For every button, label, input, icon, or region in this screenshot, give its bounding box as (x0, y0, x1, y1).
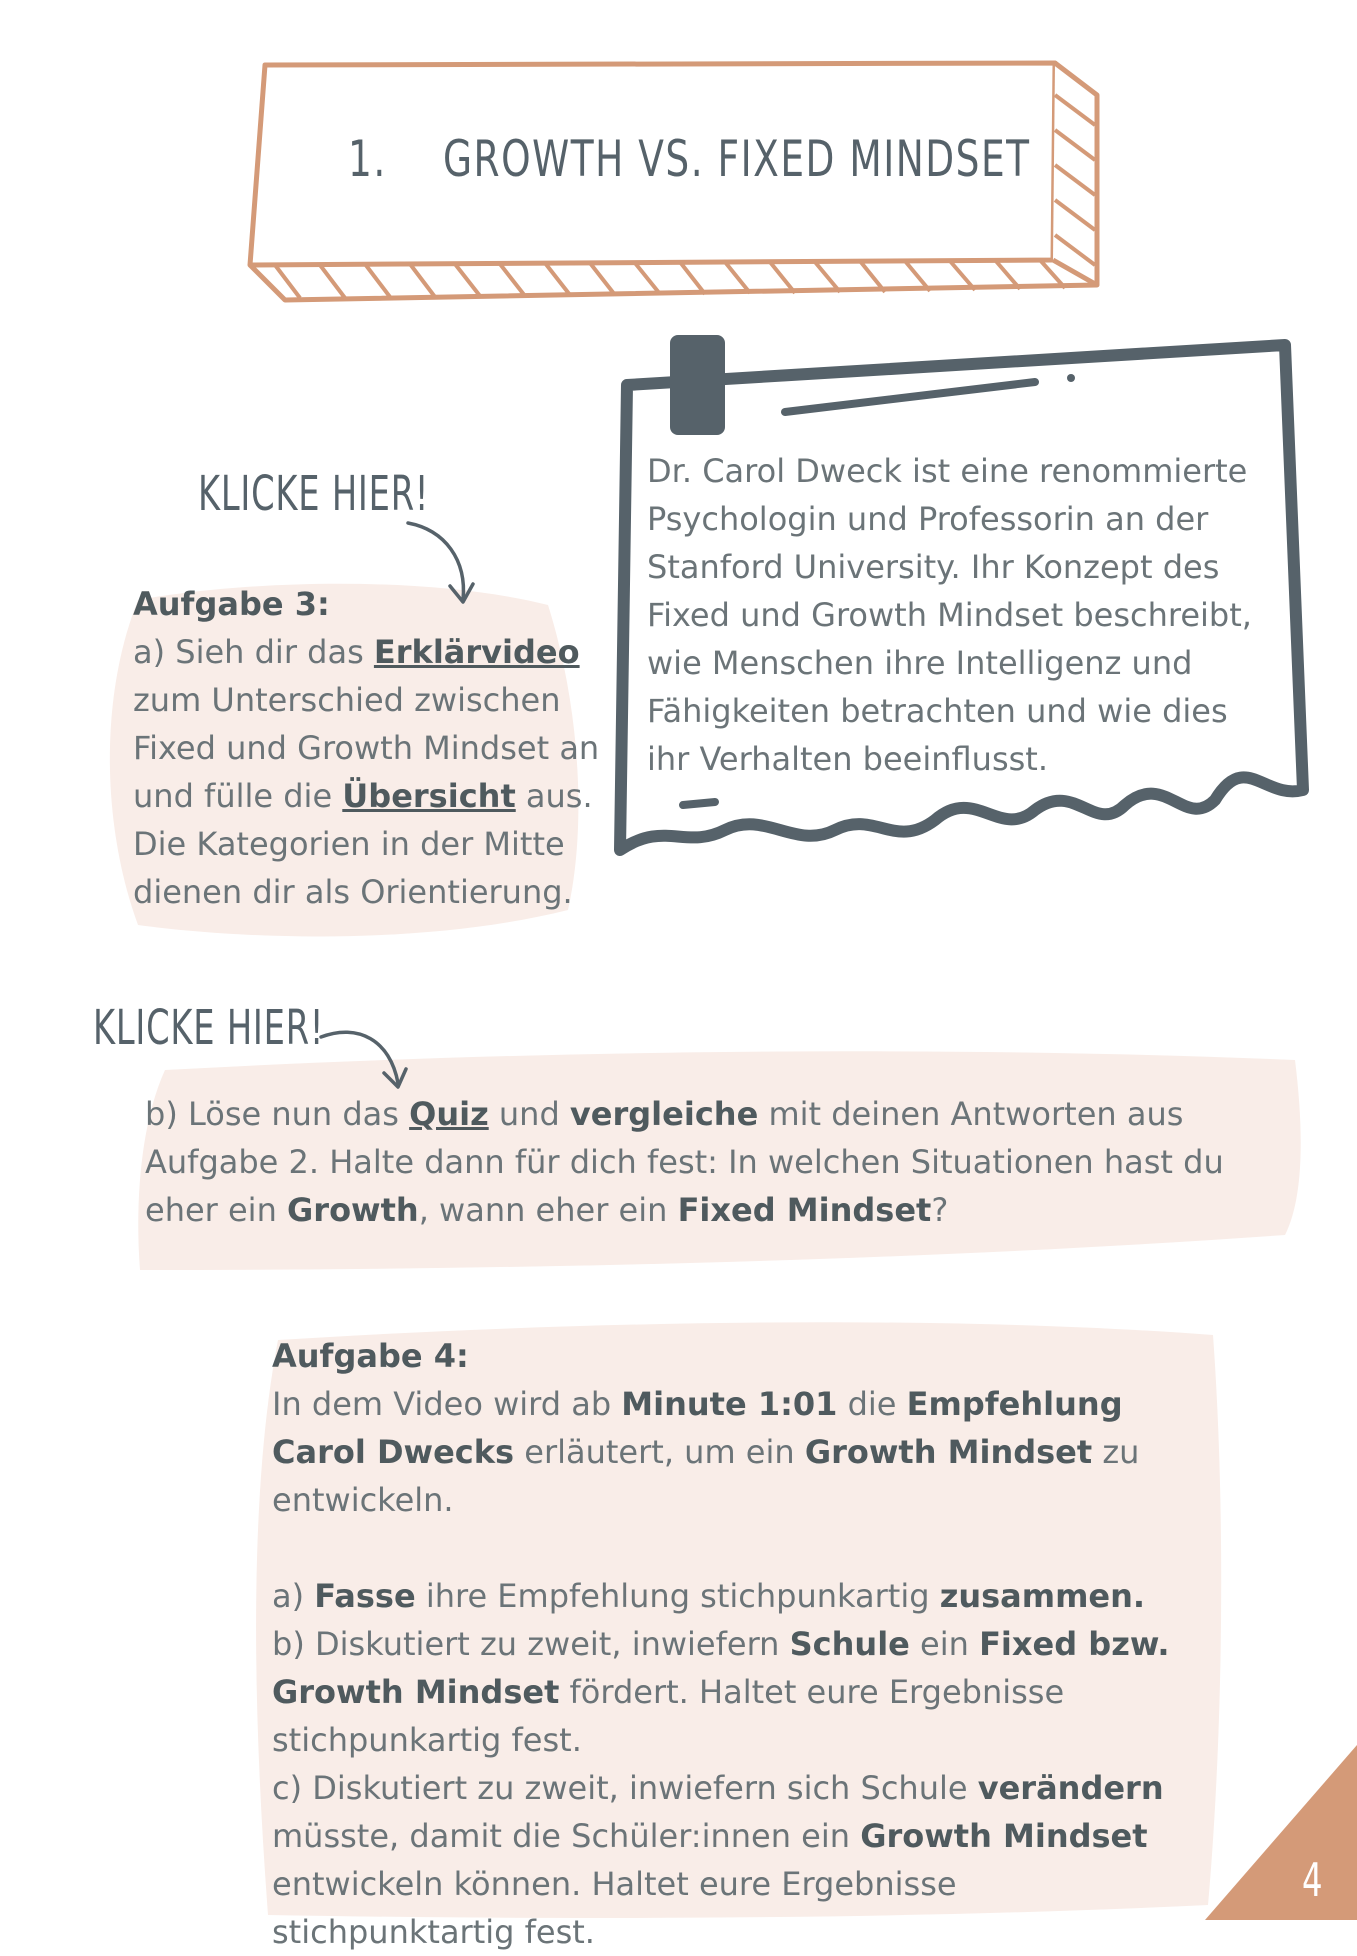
task4-bold: Minute 1:01 (621, 1385, 838, 1423)
click-here-label-1: KLICKE HIER! (198, 466, 430, 522)
page-title: GROWTH VS. FIXED MINDSET (443, 130, 1031, 188)
task3b-bold: vergleiche (569, 1095, 759, 1133)
task4-bold: Fasse (314, 1577, 416, 1615)
task4-text-part: c) Diskutiert zu zweit, inwiefern sich Schule (272, 1769, 978, 1807)
task3b-text-part: b) Löse nun das (145, 1095, 410, 1133)
task4-bold: Growth Mindset (804, 1433, 1093, 1471)
page-corner (1205, 1745, 1357, 1920)
task4-heading: Aufgabe 4: (272, 1337, 469, 1375)
task4-bold: Growth Mindset (860, 1817, 1148, 1855)
task3-content (133, 580, 603, 916)
task3-text-part: zum Unterschied zwischen Fixed und Growth Mindset an und fülle die (133, 681, 600, 815)
task3b-bold: Growth (287, 1191, 419, 1229)
task3b-bold: Fixed Mindset (677, 1191, 932, 1229)
info-note-text: Dr. Carol Dweck ist eine renommierte Psychologin und Professorin an der Stanford University. Ihr Konzept des Fixed und Growth Mindset beschreibt, wie Menschen ihre Intelligenz und Fähigkeiten betrachten und wie dies ihr Verhalten beeinflusst. (647, 452, 1252, 778)
task3b-text-part: und (488, 1095, 570, 1133)
click-here-arrow-2 (318, 1025, 408, 1095)
task4-text-part: müsste, damit die Schüler:innen ein (272, 1817, 861, 1855)
click-here-label-2: KLICKE HIER! (93, 1000, 325, 1056)
task3-heading: Aufgabe 3: (133, 585, 330, 623)
task4-text-part: a) (272, 1577, 315, 1615)
task3-text (133, 628, 603, 916)
page-number: 4 (1302, 1853, 1324, 1907)
task4-text-part: zu entwickeln. (272, 1433, 1140, 1519)
task4-text-part: b) Diskutiert zu zweit, inwiefern (272, 1625, 790, 1663)
uebersicht-link[interactable]: Übersicht (342, 777, 516, 815)
task4-bold: zusammen. (939, 1577, 1146, 1615)
task3-text-part: aus. Die Kategorien in der Mitte dienen dir als Orientierung. (133, 777, 593, 911)
task4-text-part: ein (909, 1625, 980, 1663)
task4-text-part: erläutert, um ein (514, 1433, 805, 1471)
spacer (272, 1524, 1202, 1572)
task4-text-part: In dem Video wird ab (272, 1385, 622, 1423)
task4-intro (272, 1380, 1202, 1524)
task4-text-part: die (837, 1385, 907, 1423)
task4-bold: verändern (977, 1769, 1164, 1807)
task4-bold: Schule (789, 1625, 910, 1663)
task4-bold: Empfehlung Carol Dwecks (272, 1385, 1123, 1471)
quiz-link[interactable]: Quiz (409, 1095, 489, 1133)
task3b-text-part: ? (931, 1191, 949, 1229)
task4-item-c (272, 1764, 1202, 1956)
task4-text-part: ihre Empfehlung stichpunkartig (415, 1577, 940, 1615)
erklaervideo-link[interactable]: Erklärvideo (373, 633, 580, 671)
task3b-text (145, 1090, 1295, 1234)
task3b-text-part: mit deinen Antworten aus Aufgabe 2. Halte dann für dich fest: In welchen Situationen hast du eher ein (145, 1095, 1224, 1229)
section-number: 1. (348, 130, 387, 188)
task4-text-part: fördert. Haltet eure Ergebnisse stichpunkartig fest. (272, 1673, 1065, 1759)
task4-text-part: entwickeln können. Haltet eure Ergebnisse stichpunktartig fest. (272, 1865, 957, 1951)
task4-bold: Fixed bzw. Growth Mindset (272, 1625, 1170, 1711)
task3b-text-part: , wann eher ein (418, 1191, 678, 1229)
task4-item-a (272, 1572, 1202, 1620)
task4-content (272, 1332, 1202, 1956)
task3-text-part: a) Sieh dir das (133, 633, 374, 671)
task4-item-b (272, 1620, 1202, 1764)
